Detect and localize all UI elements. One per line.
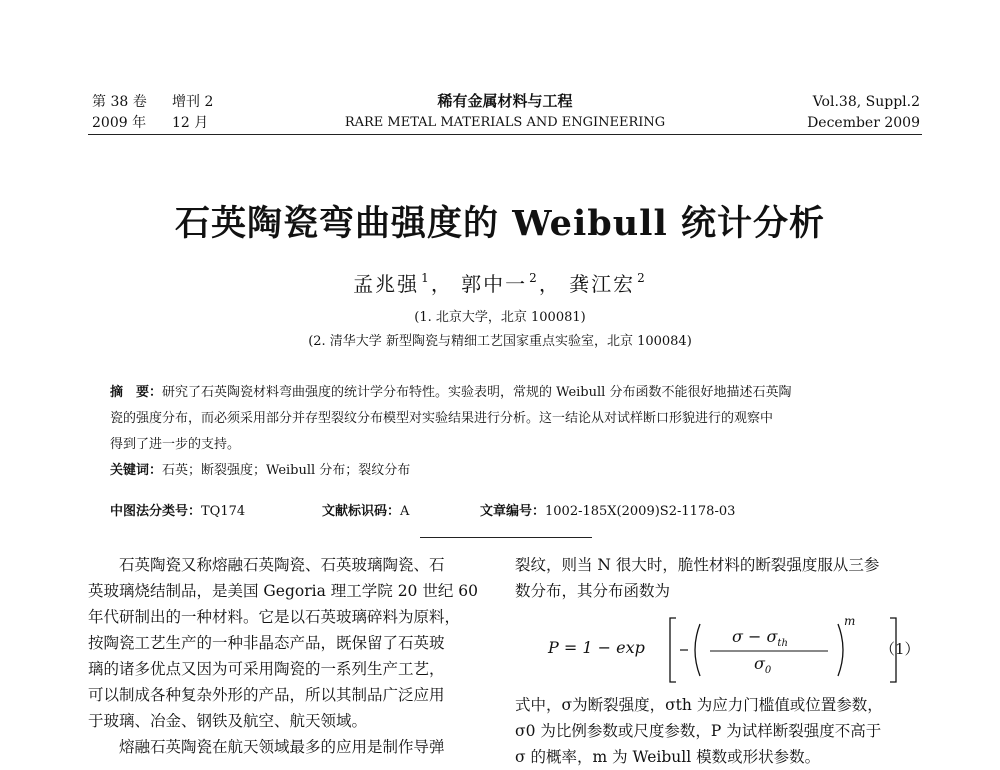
abstract-line: 瓷的强度分布，而必须采用部分并存型裂纹分布模型对实验结果进行分析。这一结论从对试样断口形貌进行的观察中 — [110, 411, 774, 426]
header-volume: 第 38 卷 — [92, 94, 147, 110]
abstract — [110, 380, 900, 484]
author-name: 郭中一 — [461, 272, 528, 296]
equation-denominator: $\sigma_0$ — [754, 654, 772, 677]
body-right-column-bottom — [515, 692, 925, 770]
body-line: 英玻璃烧结制品，是美国 Gegoria 理工学院 20 世纪 60 — [88, 582, 478, 600]
body-line: 按陶瓷工艺生产的一种非晶态产品，既保留了石英玻 — [88, 634, 445, 652]
body-line: 璃的诸多优点又因为可采用陶瓷的一系列生产工艺， — [88, 660, 445, 678]
author-affiliation-mark: 1 — [421, 271, 431, 285]
equation-numerator: $\sigma - \sigma_{th}$ — [732, 627, 788, 650]
keywords — [110, 458, 900, 484]
body-line: 于玻璃、冶金、钢铁及航空、航天领域。 — [88, 712, 368, 730]
header-month: 12 月 — [172, 115, 209, 131]
author-affiliation-mark: 2 — [529, 271, 539, 285]
journal-title-en: RARE METAL MATERIALS AND ENGINEERING — [344, 115, 666, 130]
body-line: σ 的概率，m 为 Weibull 模数或形状参数。 — [515, 748, 821, 766]
body-right-column-top — [515, 552, 925, 604]
journal-title-cn: 稀有金属材料与工程 — [437, 92, 573, 110]
body-line: 裂纹，则当 N 很大时，脆性材料的断裂强度服从三参 — [515, 556, 880, 574]
header-volume-en: Vol.38, Suppl.2 — [812, 94, 920, 110]
equation-number: （1） — [880, 640, 920, 658]
paper-title: 石英陶瓷弯曲强度的 Weibull 统计分析 — [175, 203, 825, 244]
abstract-line: 得到了进一步的支持。 — [110, 437, 241, 452]
author-affiliation-mark: 2 — [637, 271, 647, 285]
body-line: σ0 为比例参数或尺度参数，P 为试样断裂强度不高于 — [515, 722, 882, 740]
header-rule — [88, 134, 922, 135]
equation-exponent: m — [844, 614, 856, 628]
body-line: 熔融石英陶瓷在航天领域最多的应用是制作导弹 — [119, 738, 445, 756]
body-line: 式中，σ为断裂强度，σth 为应力门槛值或位置参数， — [515, 696, 883, 714]
section-divider — [420, 537, 592, 538]
affiliation-2: (2. 清华大学 新型陶瓷与精细工艺国家重点实验室，北京 100084) — [308, 334, 692, 349]
header-supplement: 增刊 2 — [172, 94, 214, 110]
author-name: 龚江宏 — [569, 272, 636, 296]
abstract-label: 摘 要： — [110, 385, 163, 400]
abstract-line: 摘 要：研究了石英陶瓷材料弯曲强度的统计学分布特性。实验表明，常规的 Weibull 分布函数不能很好地描述石英陶 — [110, 385, 792, 400]
body-line: 石英陶瓷又称熔融石英陶瓷、石英玻璃陶瓷、石 — [119, 556, 445, 574]
body-left-column — [88, 552, 488, 760]
article-number: 文章编号：1002-185X(2009)S2-1178-03 — [480, 504, 736, 519]
author-list: 孟兆强 $^1$， 郭中一 $^2$， 龚江宏 $^2$ — [353, 271, 647, 296]
document-code: 文献标识码：A — [322, 504, 410, 519]
affiliation-1: (1. 北京大学，北京 100081) — [414, 310, 586, 325]
equation-lhs: P = 1 − exp — [548, 638, 645, 657]
author-name: 孟兆强 — [353, 272, 420, 296]
clc-number: 中图法分类号：TQ174 — [110, 504, 246, 519]
equation-brackets — [668, 614, 898, 686]
body-line: 可以制成各种复杂外形的产品，所以其制品广泛应用 — [88, 686, 445, 704]
keywords-label: 关键词： — [110, 463, 163, 478]
body-line: 年代研制出的一种材料。它是以石英玻璃碎料为原料， — [88, 608, 461, 626]
body-line: 数分布，其分布函数为 — [515, 582, 671, 600]
keywords-text: 石英；断裂强度；Weibull 分布；裂纹分布 — [162, 463, 411, 478]
header-date-en: December 2009 — [807, 115, 920, 131]
header-year: 2009 年 — [92, 115, 147, 131]
equation-1 — [548, 614, 928, 686]
